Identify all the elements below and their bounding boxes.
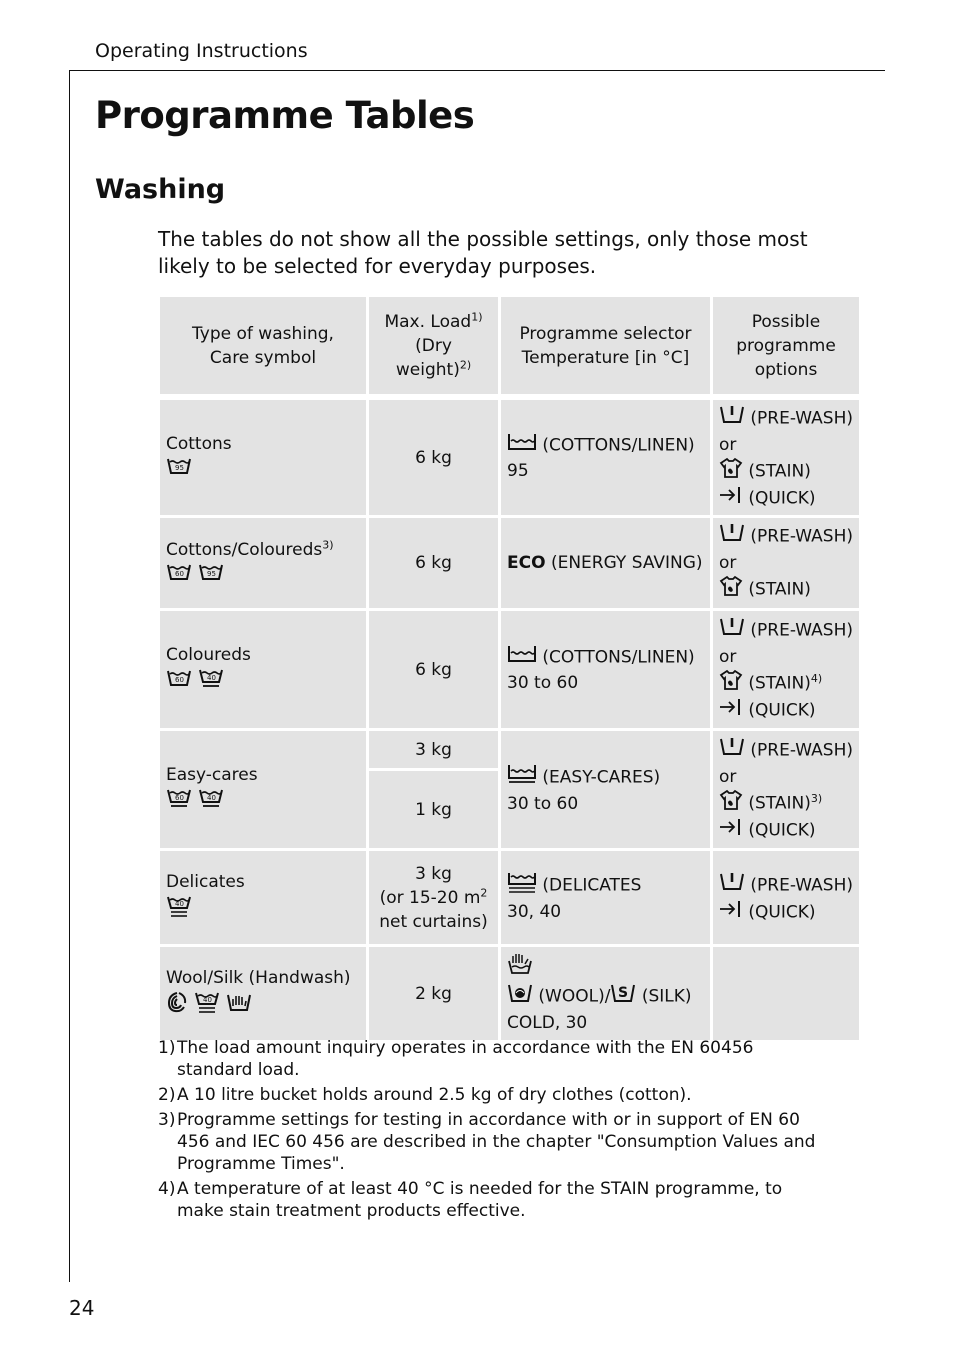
handwash-programme-icon bbox=[507, 953, 533, 982]
handwash-care-icon bbox=[226, 991, 252, 1020]
option-or: or bbox=[719, 647, 737, 667]
care-symbol-40-icon bbox=[166, 894, 192, 925]
type-label: Cottons bbox=[166, 434, 232, 454]
option-prewash: (PRE-WASH) bbox=[750, 620, 854, 641]
care-symbol-95-icon bbox=[198, 562, 224, 589]
care-symbol-40-icon bbox=[198, 787, 224, 816]
programme-cell bbox=[500, 517, 712, 610]
option-or: or bbox=[719, 553, 737, 573]
header-options-line2: programme bbox=[736, 335, 836, 356]
header-type-line1: Type of washing, bbox=[192, 323, 334, 344]
options-cell bbox=[712, 850, 861, 946]
care-symbol-60-icon bbox=[166, 668, 192, 695]
options-cell bbox=[712, 946, 861, 1042]
prewash-icon bbox=[719, 404, 745, 433]
option-stain: (STAIN) bbox=[748, 579, 811, 600]
table-row bbox=[159, 730, 861, 770]
quick-icon bbox=[719, 486, 743, 511]
programme-wool: (WOOL)/ bbox=[538, 986, 611, 1006]
header-selector-line2: Temperature [in °C] bbox=[521, 347, 690, 368]
type-cell bbox=[159, 610, 368, 730]
stain-icon bbox=[719, 789, 743, 818]
header-type bbox=[159, 296, 368, 396]
options-cell bbox=[712, 517, 861, 610]
header-options-line1: Possible bbox=[751, 311, 821, 332]
programme-cell bbox=[500, 610, 712, 730]
programme-temperature: COLD, 30 bbox=[507, 1012, 588, 1033]
care-temp: 60 bbox=[175, 676, 184, 684]
quick-icon bbox=[719, 818, 743, 843]
table-row bbox=[159, 850, 861, 946]
woolmark-icon bbox=[166, 991, 188, 1020]
footnote bbox=[158, 1037, 818, 1081]
programme-temperature: 30 to 60 bbox=[507, 794, 579, 814]
care-symbol-40-icon bbox=[198, 667, 224, 696]
option-prewash: (PRE-WASH) bbox=[750, 526, 854, 547]
load-cell: 6 kg bbox=[368, 517, 500, 610]
load-cell: 1 kg bbox=[368, 770, 500, 850]
cottons-linen-programme-icon bbox=[507, 432, 537, 459]
type-cell bbox=[159, 730, 368, 850]
care-symbol-95-icon bbox=[166, 456, 192, 483]
option-stain: (STAIN) bbox=[748, 461, 811, 482]
type-label: Wool/Silk (Handwash) bbox=[166, 968, 351, 988]
load-cell: 6 kg bbox=[368, 399, 500, 517]
load-line3: net curtains) bbox=[379, 911, 488, 932]
programme-silk: (SILK) bbox=[641, 986, 692, 1006]
header-options bbox=[712, 296, 861, 396]
table-row bbox=[159, 399, 861, 517]
prewash-icon bbox=[719, 522, 745, 551]
programme-temperature: 30 to 60 bbox=[507, 673, 579, 693]
footnote bbox=[158, 1084, 818, 1106]
footnote-text: The load amount inquiry operates in accordance with the EN 60456 standard load. bbox=[177, 1038, 754, 1080]
type-cell bbox=[159, 850, 368, 946]
care-temp: 95 bbox=[175, 464, 184, 472]
programme-label: (COTTONS/LINEN) bbox=[542, 647, 695, 668]
programme-label: (COTTONS/LINEN) bbox=[542, 435, 695, 456]
header-load-line2: (Dry weight) bbox=[395, 335, 460, 380]
option-footnote-ref: 3) bbox=[810, 791, 823, 805]
stain-icon bbox=[719, 575, 743, 604]
option-quick: (QUICK) bbox=[748, 488, 816, 509]
option-stain: (STAIN) bbox=[748, 793, 811, 814]
care-temp: 40 bbox=[207, 794, 216, 802]
programme-cell bbox=[500, 730, 712, 850]
type-footnote-ref: 3) bbox=[322, 537, 334, 551]
footnote bbox=[158, 1178, 818, 1222]
programme-temperature: 95 bbox=[507, 461, 529, 481]
option-footnote-ref: 4) bbox=[810, 671, 823, 685]
type-cell bbox=[159, 517, 368, 610]
option-prewash: (PRE-WASH) bbox=[750, 740, 854, 761]
load-line1: 3 kg bbox=[415, 863, 452, 884]
options-cell bbox=[712, 610, 861, 730]
care-temp: 60 bbox=[175, 794, 184, 802]
programme-label: (EASY-CARES) bbox=[542, 767, 661, 788]
option-prewash: (PRE-WASH) bbox=[750, 408, 854, 429]
intro-paragraph: The tables do not show all the possible settings, only those most likely to be selected for everyday purposes. bbox=[158, 227, 808, 278]
quick-icon bbox=[719, 698, 743, 723]
option-quick: (QUICK) bbox=[748, 700, 816, 721]
header-rule bbox=[69, 70, 885, 71]
table-row bbox=[159, 610, 861, 730]
type-label: Cottons/Coloureds bbox=[166, 539, 323, 560]
table-header-row bbox=[159, 296, 861, 396]
section-title: Washing bbox=[95, 174, 226, 205]
load-line2: (or 15-20 m bbox=[379, 887, 481, 908]
type-label: Easy-cares bbox=[166, 765, 258, 785]
footnote-number: 1) bbox=[158, 1038, 176, 1058]
footnote-text: A temperature of at least 40 °C is needed for the STAIN programme, to make stain treatment products effective. bbox=[177, 1179, 783, 1221]
programme-temperature: 30, 40 bbox=[507, 902, 562, 922]
type-cell bbox=[159, 946, 368, 1042]
page-title: Programme Tables bbox=[95, 94, 475, 137]
care-temp: 40 bbox=[203, 996, 212, 1004]
prewash-icon bbox=[719, 616, 745, 645]
footnote-text: Programme settings for testing in accordance with or in support of EN 60 456 and IEC 60 456 are described in the chapter "Consumption Values and Programme Times". bbox=[177, 1110, 816, 1174]
options-cell bbox=[712, 399, 861, 517]
option-prewash: (PRE-WASH) bbox=[750, 875, 854, 895]
care-temp: 60 bbox=[175, 569, 184, 578]
option-or: or bbox=[719, 767, 737, 787]
care-temp: 95 bbox=[207, 569, 216, 578]
care-temp: 40 bbox=[207, 674, 216, 682]
stain-icon bbox=[719, 457, 743, 486]
table-row bbox=[159, 946, 861, 1042]
option-stain: (STAIN) bbox=[748, 673, 811, 694]
header-type-line2: Care symbol bbox=[209, 347, 317, 368]
option-quick: (QUICK) bbox=[748, 820, 816, 841]
care-symbol-60-icon bbox=[166, 787, 192, 816]
programme-cell bbox=[500, 399, 712, 517]
programme-cell bbox=[500, 946, 712, 1042]
header-load-footnote-ref: 1) bbox=[471, 309, 483, 323]
header-load bbox=[368, 296, 500, 396]
margin-rule bbox=[69, 70, 70, 1282]
footnote-number: 3) bbox=[158, 1110, 176, 1130]
header-load-line1: Max. Load bbox=[384, 311, 472, 332]
footnote bbox=[158, 1109, 818, 1175]
easy-cares-programme-icon bbox=[507, 763, 537, 792]
type-label: Delicates bbox=[166, 872, 245, 892]
header-selector-line1: Programme selector bbox=[519, 323, 692, 344]
load-cell: 2 kg bbox=[368, 946, 500, 1042]
programme-label: (DELICATES bbox=[542, 875, 642, 896]
care-temp: 40 bbox=[175, 900, 184, 908]
care-symbol-40-icon bbox=[194, 990, 220, 1021]
footnotes bbox=[158, 1037, 818, 1225]
cottons-linen-programme-icon bbox=[507, 644, 537, 671]
option-quick: (QUICK) bbox=[748, 902, 816, 922]
delicates-programme-icon bbox=[507, 871, 537, 900]
footnote-number: 2) bbox=[158, 1085, 176, 1105]
type-cell bbox=[159, 399, 368, 517]
footnote-number: 4) bbox=[158, 1179, 176, 1199]
programme-eco: ECO bbox=[507, 553, 546, 573]
wool-programme-icon bbox=[507, 982, 533, 1011]
header-load-footnote-ref: 2) bbox=[459, 357, 472, 371]
table-row bbox=[159, 517, 861, 610]
header-options-line3: options bbox=[754, 359, 818, 380]
running-header: Operating Instructions bbox=[95, 40, 308, 62]
prewash-icon bbox=[719, 736, 745, 765]
programme-label: (ENERGY SAVING) bbox=[550, 553, 703, 573]
programme-table bbox=[157, 294, 862, 1043]
options-cell bbox=[712, 730, 861, 850]
load-cell bbox=[368, 850, 500, 946]
care-symbol-60-icon bbox=[166, 562, 192, 589]
load-sup: 2 bbox=[480, 885, 488, 899]
page-number: 24 bbox=[69, 1296, 95, 1320]
header-selector bbox=[500, 296, 712, 396]
load-cell: 3 kg bbox=[368, 730, 500, 770]
stain-icon bbox=[719, 669, 743, 698]
footnote-text: A 10 litre bucket holds around 2.5 kg of dry clothes (cotton). bbox=[177, 1085, 692, 1105]
prewash-icon bbox=[719, 871, 745, 900]
silk-programme-icon bbox=[610, 982, 636, 1011]
type-label: Coloureds bbox=[166, 645, 251, 665]
option-or: or bbox=[719, 435, 737, 455]
load-cell: 6 kg bbox=[368, 610, 500, 730]
quick-icon bbox=[719, 900, 743, 925]
programme-cell bbox=[500, 850, 712, 946]
